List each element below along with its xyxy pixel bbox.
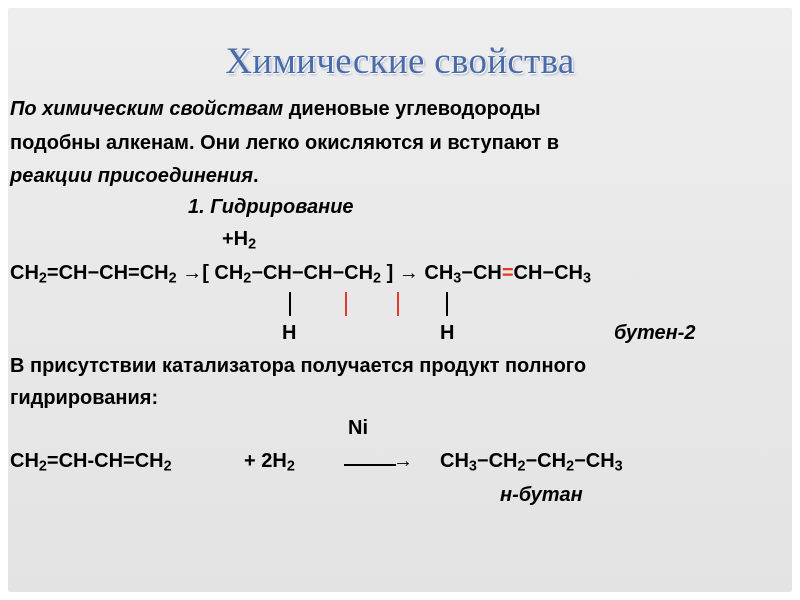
intro-italic-phrase: По химическим свойствам (10, 98, 284, 120)
hydrogen-right: H (440, 322, 455, 344)
reaction-2-reactant: $CH_2=CH-CH=CH_2$ (10, 450, 172, 475)
reaction-2-hydrogen: + $2H_2$ (244, 450, 295, 475)
intro-italic-phrase-2: реакции присоединения (10, 165, 253, 187)
bond-bar-4 (446, 292, 448, 316)
intro-line-1-rest: диеновые углеводороды (283, 98, 541, 120)
bond-bar-3-red (397, 292, 399, 316)
hydrogen-left: H (282, 322, 297, 344)
butane-formula: $CH_3-CH_2-CH_2-CH_3$ (440, 450, 623, 475)
product-name-butane: н-бутан (500, 484, 583, 506)
catalyst-sentence-line-2: гидрирования: (10, 387, 159, 409)
slide-title: Химические свойства (225, 41, 575, 82)
catalyst-label: Ni (348, 417, 368, 439)
reaction-arrow: → (176, 262, 203, 284)
reaction-arrow-2: → (393, 262, 425, 284)
intermediate-formula: $CH_2-CH-CH-CH_2$ (214, 262, 382, 287)
catalyst-sentence-line-1: В присутствии катализатора получается продукт полного (10, 355, 587, 377)
butadiene-formula: $CH_2=CH-CH=CH_2$ (10, 262, 177, 287)
butene-formula: $CH_3-CH=CH-CH_3$ (424, 262, 592, 287)
bond-bar-1 (289, 292, 291, 316)
intro-line-1 (10, 98, 541, 121)
slide-background (8, 8, 792, 592)
product-name-butene: бутен-2 (614, 322, 696, 344)
reaction-1-equation: $CH_2=CH-CH=CH_2$ →[ $CH_2-CH-CH-CH_2$ ] → $CH_3-CH=CH-CH_3$ (10, 262, 592, 287)
reaction-2-arrow-head: → (393, 450, 413, 472)
intro-line-2: подобны алкенам. Они легко окисляются и вступают в (10, 132, 560, 154)
reagent-label: $+H_2$ (222, 228, 257, 253)
double-bond-highlight: = (501, 262, 514, 284)
section-heading-hydrogenation: 1. Гидрирование (188, 196, 354, 218)
intro-line-3: реакции присоединения. (10, 165, 259, 187)
reaction-2-arrow-line (344, 464, 396, 466)
bond-bar-2-red (345, 292, 347, 316)
